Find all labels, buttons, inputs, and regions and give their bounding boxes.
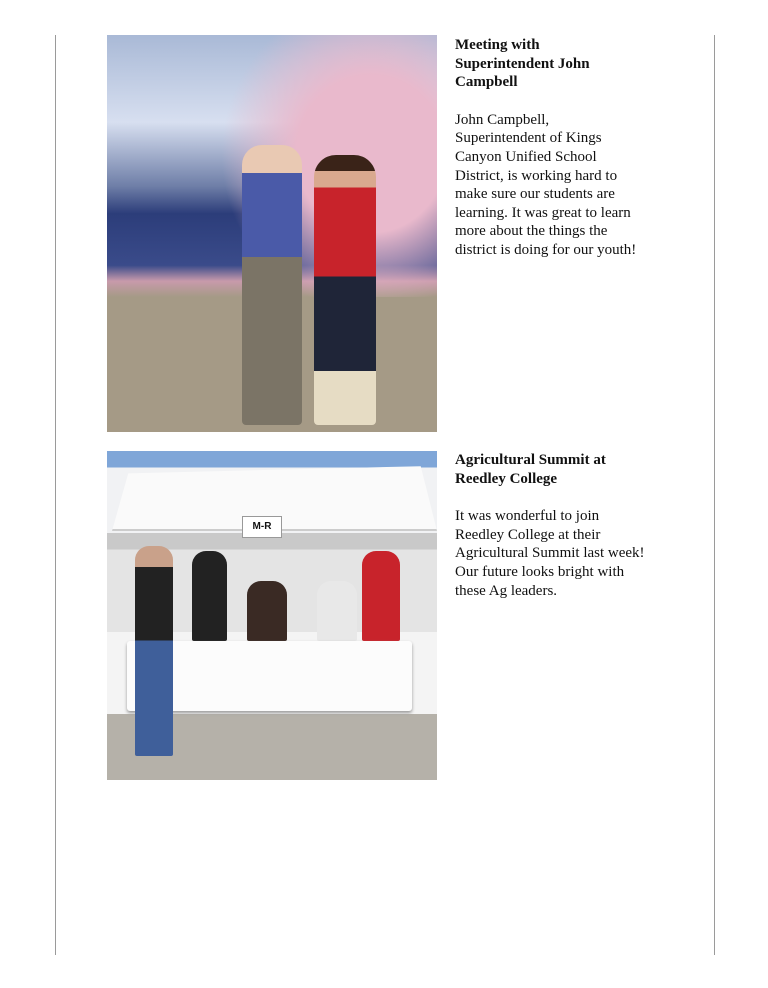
photo-person (135, 546, 173, 756)
body-line: more about the things the (455, 223, 608, 240)
title-line: Campbell (455, 74, 518, 91)
photo-person (192, 551, 227, 641)
article-title (455, 36, 695, 92)
photo-superintendent-meeting (107, 35, 437, 432)
body-line: Reedley College at their (455, 526, 601, 543)
article-agricultural-summit (455, 451, 695, 600)
article-superintendent-meeting (455, 36, 695, 260)
body-line: make sure our students are (455, 186, 615, 203)
photo-person (317, 581, 357, 641)
title-line: Superintendent John (455, 55, 590, 72)
photo-tent-sign: M-R (242, 516, 282, 538)
body-line: Our future looks bright with (455, 563, 625, 580)
body-line: learning. It was great to learn (455, 204, 631, 221)
photo-person (362, 551, 400, 641)
body-line: Superintendent of Kings (455, 130, 602, 147)
photo-person (314, 155, 376, 425)
body-line: John Campbell, (455, 111, 550, 128)
body-line: Canyon Unified School (455, 148, 597, 165)
photo-person (247, 581, 287, 641)
title-line: Reedley College (455, 470, 558, 487)
body-line: It was wonderful to join (455, 508, 600, 525)
article-title (455, 451, 695, 488)
article-body (455, 111, 695, 260)
title-line: Agricultural Summit at (455, 452, 606, 468)
body-line: District, is working hard to (455, 167, 618, 184)
left-margin-rule (55, 35, 56, 955)
article-body (455, 507, 695, 600)
photo-agricultural-summit (107, 451, 437, 780)
body-line: district is doing for our youth! (455, 241, 637, 258)
photo-person (242, 145, 302, 425)
body-line: these Ag leaders. (455, 582, 558, 599)
body-line: Agricultural Summit last week! (455, 545, 645, 562)
title-line: Meeting with (455, 37, 540, 53)
right-margin-rule (714, 35, 715, 955)
